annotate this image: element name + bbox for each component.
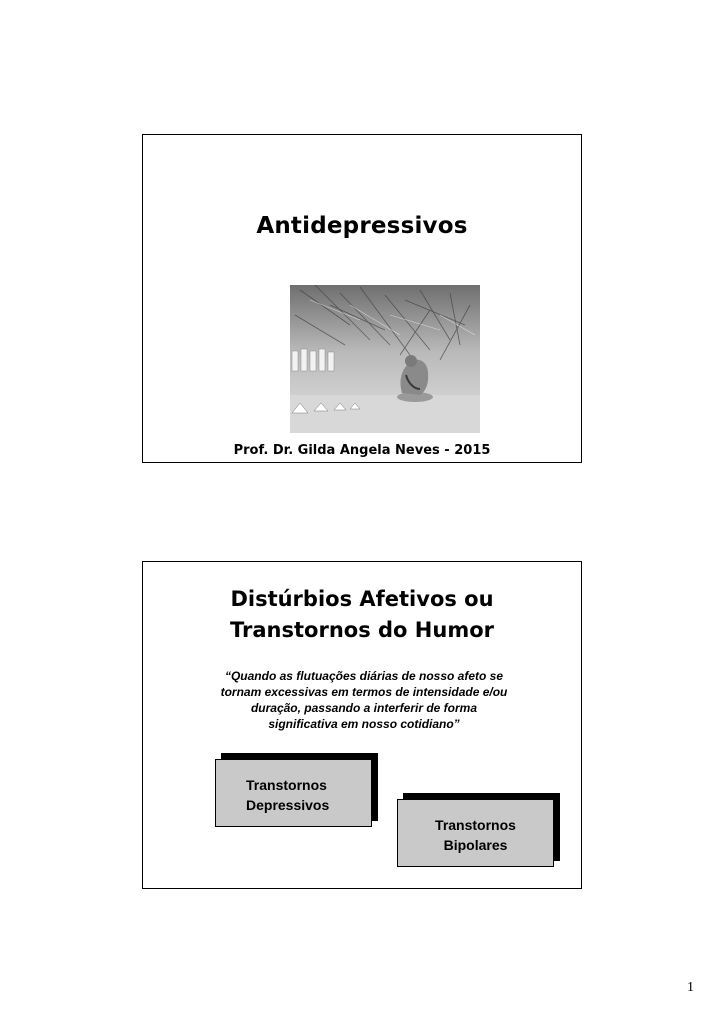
- quote-line: “Quando as flutuações diárias de nosso afeto se: [224, 669, 504, 683]
- slide-title: Antidepressivos: [256, 213, 468, 239]
- box-label-line: Depressivos: [246, 797, 330, 813]
- quote-line: significativa em nosso cotidiano”: [268, 717, 460, 731]
- box-transtornos-depressivos: [215, 759, 372, 827]
- author-credit: Prof. Dr. Gilda Angela Neves - 2015: [233, 443, 491, 458]
- box-label-line: Bipolares: [443, 837, 508, 853]
- quote-line: tornam excessivas em termos de intensidade e/ou: [220, 685, 508, 699]
- title-line: Transtornos do Humor: [230, 618, 494, 642]
- box-label-line: Transtornos: [246, 777, 327, 793]
- page-number: 1: [687, 980, 694, 995]
- box-label-line: Transtornos: [435, 817, 516, 833]
- slide-antidepressivos: [142, 134, 582, 463]
- quote-line: duração, passando a interferir de forma: [250, 701, 478, 715]
- box-transtornos-bipolares: [397, 799, 554, 867]
- slide-title: [143, 584, 581, 646]
- slide-disturbios-afetivos: [142, 561, 582, 889]
- definition-quote: [201, 668, 527, 732]
- cover-illustration: [290, 285, 480, 433]
- title-line: Distúrbios Afetivos ou: [230, 587, 494, 611]
